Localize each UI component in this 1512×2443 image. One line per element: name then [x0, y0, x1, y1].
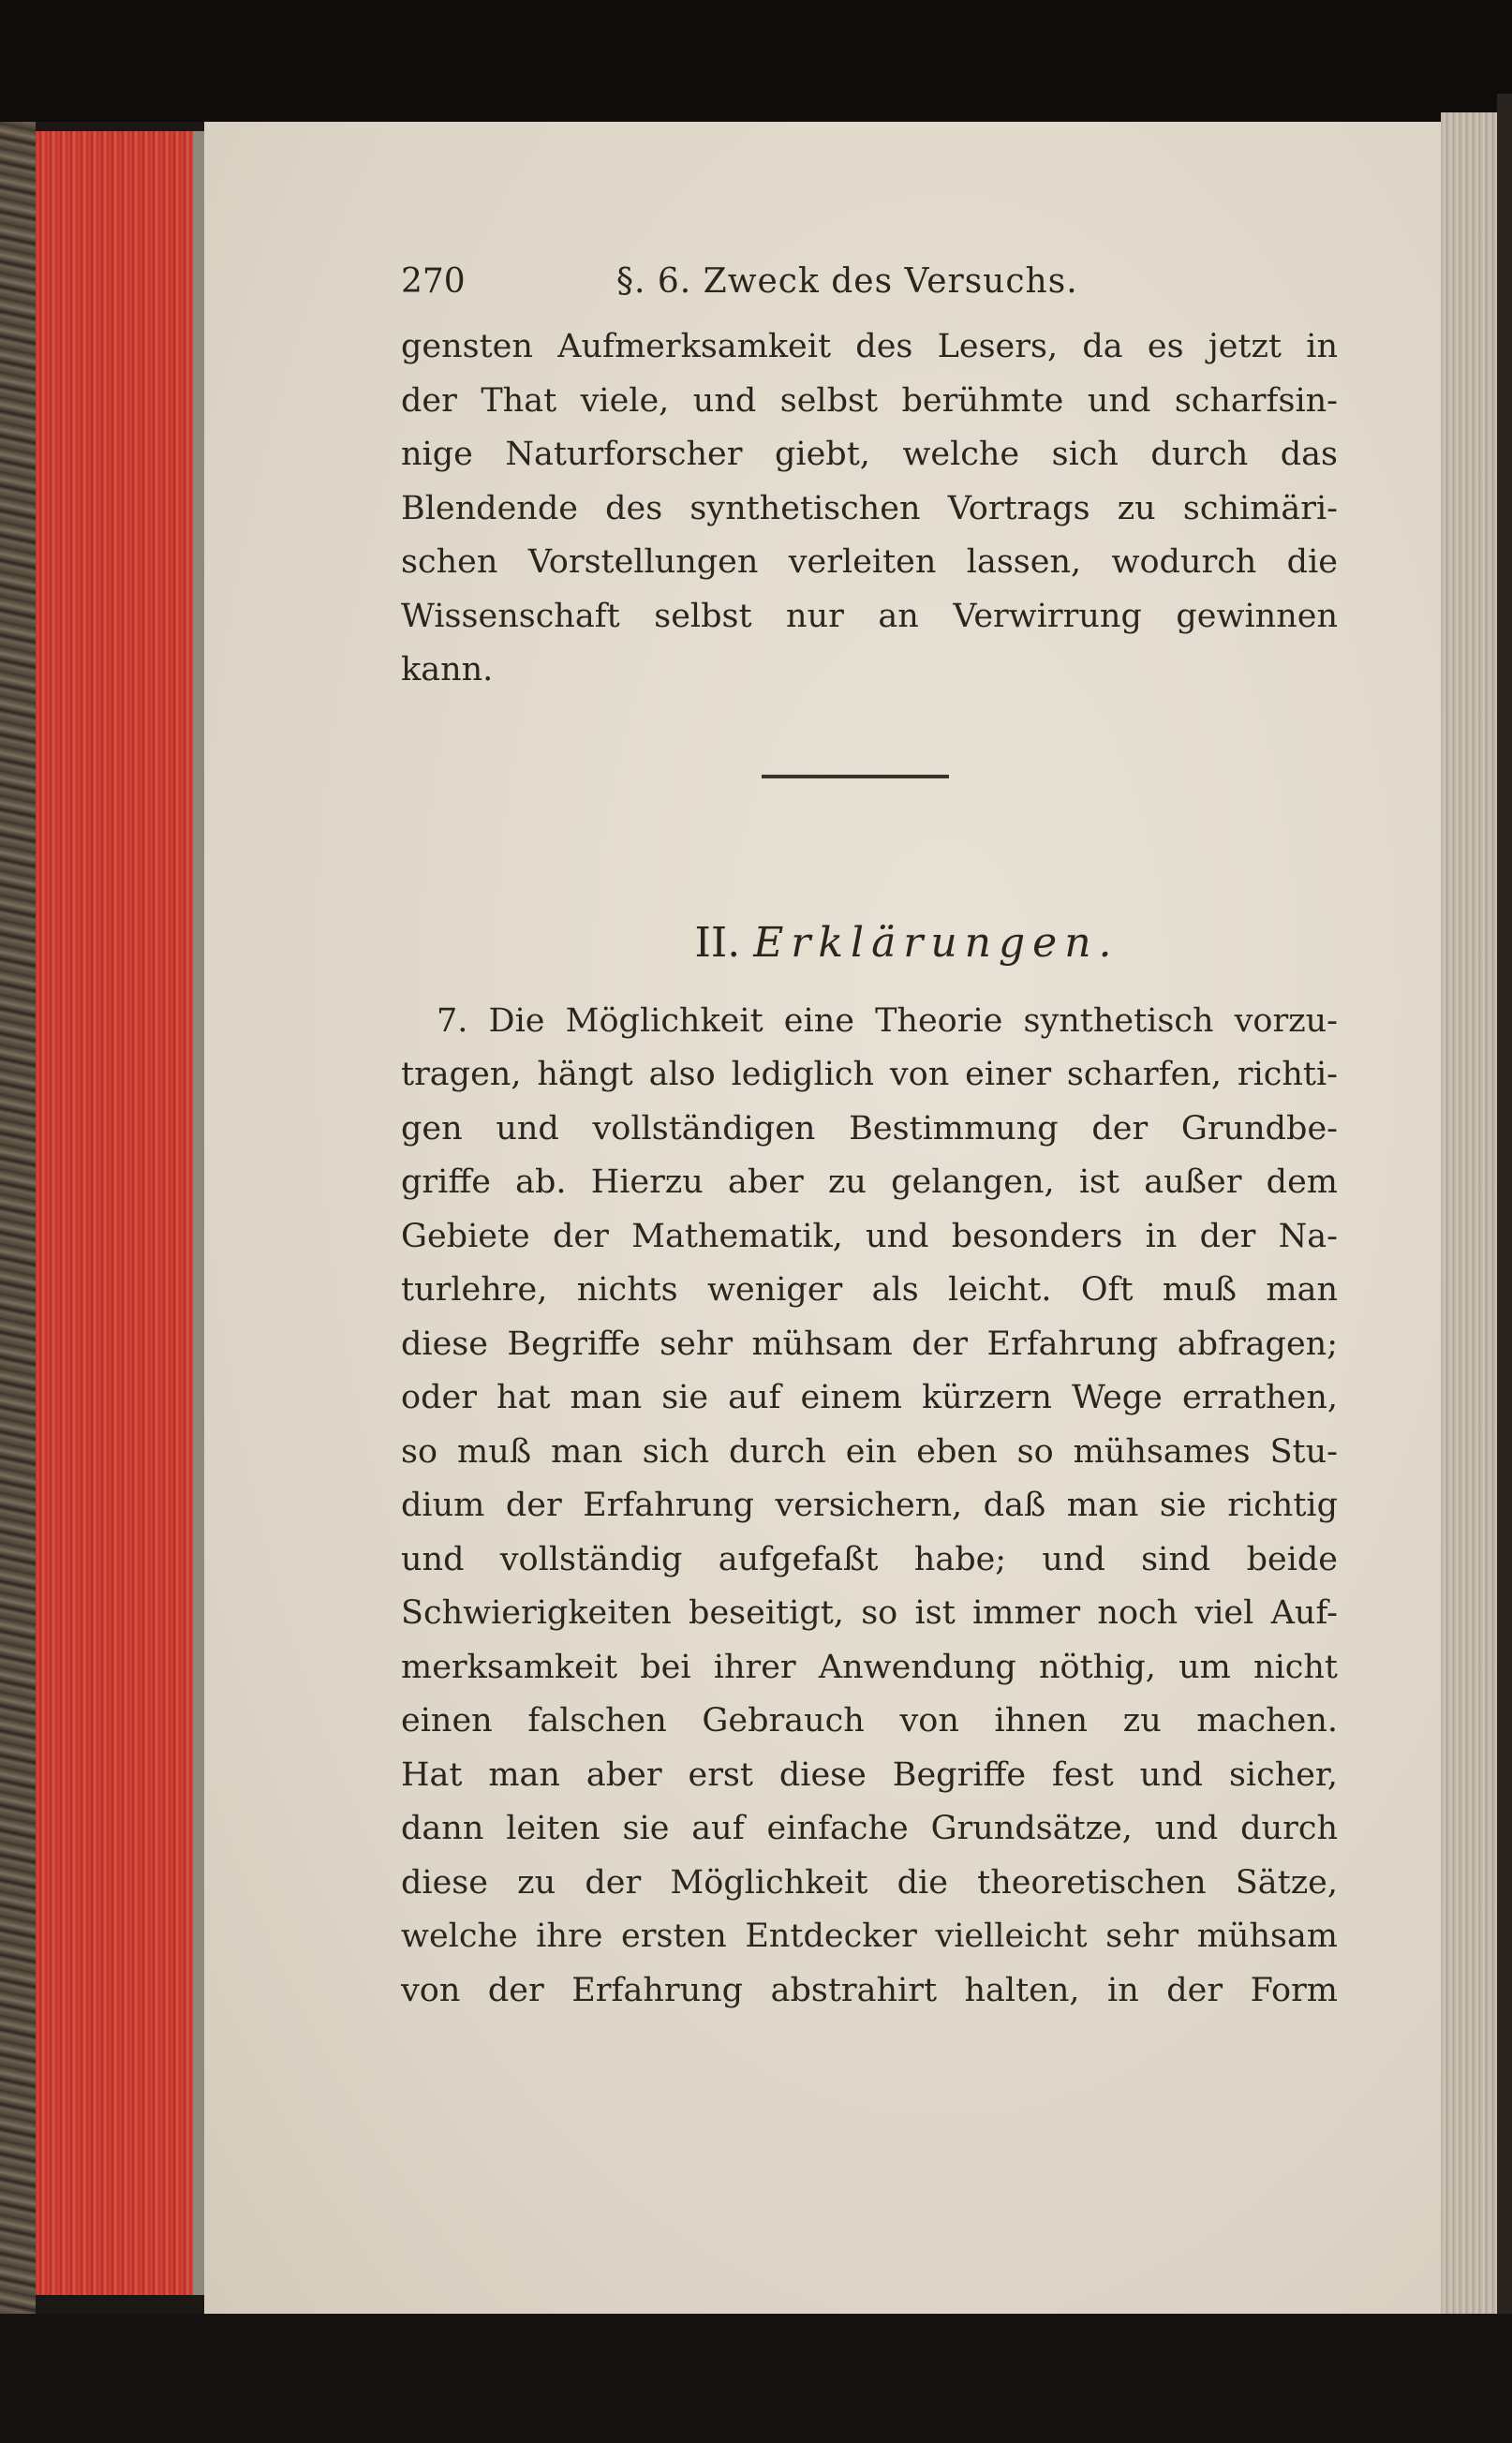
right-cover-edge [1497, 94, 1512, 2342]
text-line: so muß man sich durch ein eben so mühsames Stu- [401, 1432, 1338, 1471]
text-line: dann leiten sie auf einfache Grundsätze, und durch [401, 1810, 1338, 1847]
text-line: diese Begriffe sehr mühsam der Erfahrung abfragen; [401, 1325, 1338, 1363]
book-page [204, 122, 1441, 2314]
text-line: welche ihre ersten Entdecker vielleicht sehr mühsam [401, 1917, 1338, 1955]
text-line: einen falschen Gebrauch von ihnen zu machen. [401, 1702, 1338, 1740]
page-header [401, 262, 1338, 318]
text-line: gensten Aufmerksamkeit des Lesers, da es jetzt in [401, 328, 1338, 365]
text-line: 7. Die Möglichkeit eine Theorie synthetisch vorzu- [437, 1001, 1338, 1040]
text-line: der That viele, und selbst berühmte und scharfsin- [401, 381, 1338, 420]
text-line: schen Vorstellungen verleiten lassen, wodurch die [401, 543, 1338, 581]
page-gutter-edge [193, 131, 204, 2295]
paragraph-2 [401, 995, 1338, 2019]
text-line: oder hat man sie auf einem kürzern Wege errathen, [401, 1379, 1338, 1416]
text-line: dium der Erfahrung versichern, daß man sie richtig [401, 1487, 1338, 1524]
marbled-cover-edge [0, 122, 36, 2314]
text-line: nige Naturforscher giebt, welche sich durch das [401, 436, 1338, 473]
section-number: II. [694, 918, 741, 967]
text-line: griffe ab. Hierzu aber zu gelangen, ist außer dem [401, 1163, 1338, 1201]
text-line: Hat man aber erst diese Begriffe fest und sicher, [401, 1755, 1338, 1794]
background-top [0, 0, 1512, 122]
text-line: gen und vollständigen Bestimmung der Grundbe- [401, 1109, 1338, 1147]
text-line: diese zu der Möglichkeit die theoretischen Sätze, [401, 1863, 1338, 1902]
page-number: 270 [401, 262, 466, 301]
right-page-stack [1441, 112, 1497, 2323]
text-line: Schwierigkeiten beseitigt, so ist immer noch viel Auf- [401, 1594, 1338, 1632]
text-line: tragen, hängt also lediglich von einer scharfen, richti- [401, 1056, 1338, 1093]
text-line: und vollständig aufgefaßt habe; und sind beide [401, 1540, 1338, 1578]
section-divider [762, 775, 949, 778]
section-heading [401, 919, 1338, 967]
text-line: Gebiete der Mathematik, und besonders in der Na- [401, 1217, 1338, 1255]
red-page-edges [36, 131, 193, 2295]
background-bottom [0, 2314, 1512, 2443]
text-line: turlehre, nichts weniger als leicht. Oft muß man [401, 1271, 1338, 1309]
page-content [401, 262, 1338, 2018]
text-line: merksamkeit bei ihrer Anwendung nöthig, um nicht [401, 1648, 1338, 1686]
running-head: §. 6. Zweck des Versuchs. [616, 262, 1078, 301]
text-line: von der Erfahrung abstrahirt halten, in der Form [401, 1971, 1338, 2009]
text-line: Blendende des synthetischen Vortrags zu schimäri- [401, 489, 1338, 527]
section-title: Erklärungen. [753, 918, 1119, 967]
text-line: kann. [401, 651, 494, 688]
text-line: Wissenschaft selbst nur an Verwirrung gewinnen [401, 597, 1338, 635]
paragraph-1 [401, 320, 1338, 698]
